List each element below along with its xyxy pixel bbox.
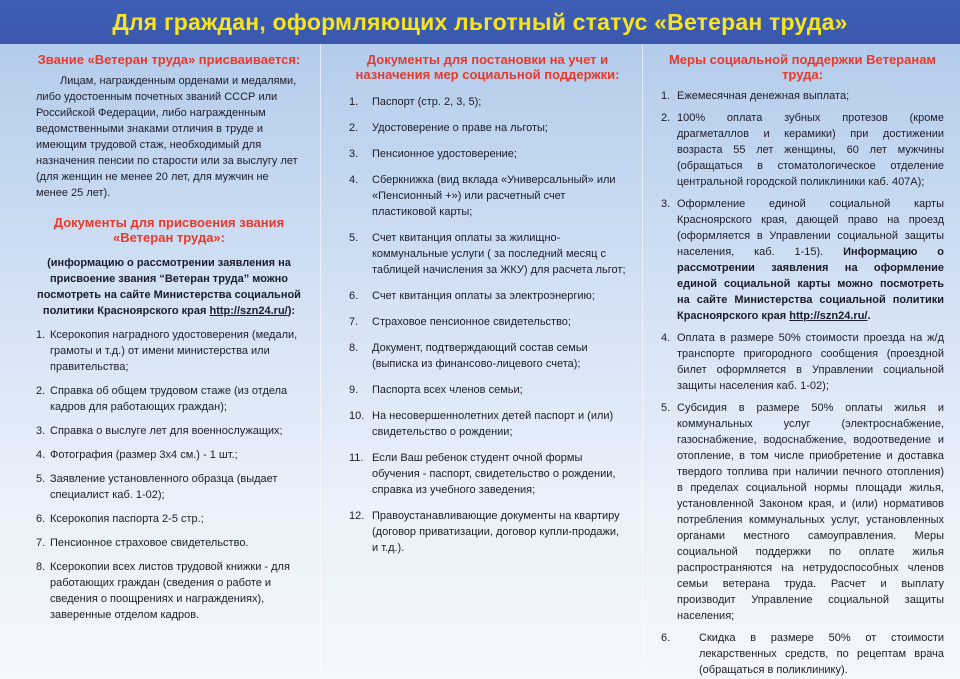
list-item: 8. Ксерокопии всех листов трудовой книжки - для работающих граждан (сведения о работе и сведения о поощрениях и награждениях), заверенные отделом кадров. xyxy=(36,561,290,621)
column-veteran-status xyxy=(0,44,320,679)
list-item: 6. Скидка в размере 50% от стоимости лекарственных средств, по рецептам врача (обращаться в поликлинику). xyxy=(661,632,944,676)
heading-documents-for-title: Документы для присвоения звания «Ветеран труда»: xyxy=(53,215,285,245)
list-item: 2. Справка об общем трудовом стаже (из отдела кадров для работающих граждан); xyxy=(36,385,288,413)
list-item: 3. Пенсионное удостоверение; xyxy=(349,148,517,160)
registration-documents-list xyxy=(349,94,626,556)
list-item: 4. Сберкнижка (вид вклада «Универсальный» или «Пенсионный +») или расчетный счет пластиковой карты; xyxy=(349,174,616,218)
list-item: 2. 100% оплата зубных протезов (кроме драгметаллов и керамики) при достижении возраста 55 лет женщины, 60 лет мужчины (обращаться в стоматологическое отделение центральной городской поликлиники каб. 407А); xyxy=(661,112,944,188)
list-item: 7. Пенсионное страховое свидетельство. xyxy=(36,537,249,549)
eligibility-paragraph: Лицам, награжденным орденами и медалями, либо удостоенным почетных званий СССР или Российской Федерации, либо награжденным ведомственными знаками отличия в труде и имеющим трудовой стаж, необходимый для назначения пенсии по старости или за выслугу лет (для женщин не менее 20 лет, для мужчин не менее 25 лет). xyxy=(36,75,298,199)
list-item: 3. Оформление единой социальной карты Красноярского края, дающей право на проезд (оформляется в Управлении социальной защиты населения, каб. 1-15). Информацию о рассмотрении заявления на оформление единой социальной карты можно посмотреть на сайте Министерства социальной политики Красноярского края http://szn24.ru/. xyxy=(661,198,944,322)
list-item: 6. Счет квитанция оплаты за электроэнергию; xyxy=(349,290,595,302)
list-item: 12. Правоустанавливающие документы на квартиру (договор приватизации, договор купли-продажи, и т.д.). xyxy=(349,510,620,554)
info-note xyxy=(36,255,302,319)
list-item: 1. Паспорт (стр. 2, 3, 5); xyxy=(349,96,482,108)
heading-registration-documents: Документы для постановки на учет и назначения мер социальной поддержки: xyxy=(355,52,620,82)
list-item: 4. Оплата в размере 50% стоимости проезда на ж/д транспорте пригородного сообщения (проездной билет оформляется в Управлении социальной защиты населения каб. 1-02); xyxy=(661,332,944,392)
column-support-measures xyxy=(642,44,960,679)
heading-support-measures: Меры социальной поддержки Ветеранам труда: xyxy=(668,52,937,82)
list-item: 7. Страховое пенсионное свидетельство; xyxy=(349,316,571,328)
info-note-end: ): xyxy=(287,305,296,317)
list-item: 9. Паспорта всех членов семьи; xyxy=(349,384,523,396)
list-item: 5. Счет квитанция оплаты за жилищно-коммунальные услуги ( за последний месяц с таблицей начисления за ЖКУ) для расчета льгот; xyxy=(349,232,626,276)
social-card-info: Информацию о рассмотрении заявления на оформление единой социальной карты можно посмотреть на сайте Министерства социальной политики Красноярского края xyxy=(677,246,944,322)
list-item: 3. Справка о выслуге лет для военнослужащих; xyxy=(36,425,283,437)
list-item: 8. Документ, подтверждающий состав семьи (выписка из финансово-лицевого счета); xyxy=(349,342,588,370)
title-banner xyxy=(0,0,960,44)
list-item: 11. Если Ваш ребенок студент очной формы обучения - паспорт, свидетельство о рождении, справка из учебного заведения; xyxy=(349,452,616,496)
page-title: Для граждан, оформляющих льготный статус «Ветеран труда» xyxy=(112,8,848,35)
list-item: 10. На несовершеннолетних детей паспорт и (или) свидетельство о рождении; xyxy=(349,410,614,438)
list-item: 5. Заявление установленного образца (выдает специалист каб. 1-02); xyxy=(36,473,278,501)
list-item: 1. Ежемесячная денежная выплата; xyxy=(661,90,850,102)
list-item: 5. Субсидия в размере 50% оплаты жилья и коммунальных услуг (электроснабжение, газоснабжение, водоснабжение, водоотведение и отопление, в том числе приобретение и доставка твердого топлива при наличии печного отопления) в пределах социальной нормы площади жилья, установленной Законом края, и (или) нормативов потребления коммунальных услуг, установленных органами местного самоуправления. Меры социальной поддержки по оплате жилья распространяются на нетрудоспособных членов семьи ветерана труда. Расчет и выплату производит Управление социальной защиты населения; xyxy=(661,402,944,622)
website-link[interactable]: http://szn24.ru/ xyxy=(209,305,288,317)
website-link[interactable]: http://szn24.ru/ xyxy=(789,310,868,322)
heading-title-assigned: Звание «Ветеран труда» присваивается: xyxy=(37,52,301,67)
support-measures-list xyxy=(661,88,944,678)
list-item: 4. Фотография (размер 3х4 см.) - 1 шт.; xyxy=(36,449,238,461)
column-registration-documents xyxy=(320,44,642,679)
info-note-text: (информацию о рассмотрении заявления на присвоение звания “Ветеран труда” можно посмотреть на сайте Министерства социальной политики Красноярского края xyxy=(37,257,301,317)
title-documents-list xyxy=(36,327,302,623)
list-item: 2. Удостоверение о праве на льготы; xyxy=(349,122,548,134)
list-item: 1. Ксерокопия наградного удостоверения (медали, грамоты и т.д.) от имени министерства или правительства; xyxy=(36,329,298,373)
list-item: 6. Ксерокопия паспорта 2-5 стр.; xyxy=(36,513,204,525)
